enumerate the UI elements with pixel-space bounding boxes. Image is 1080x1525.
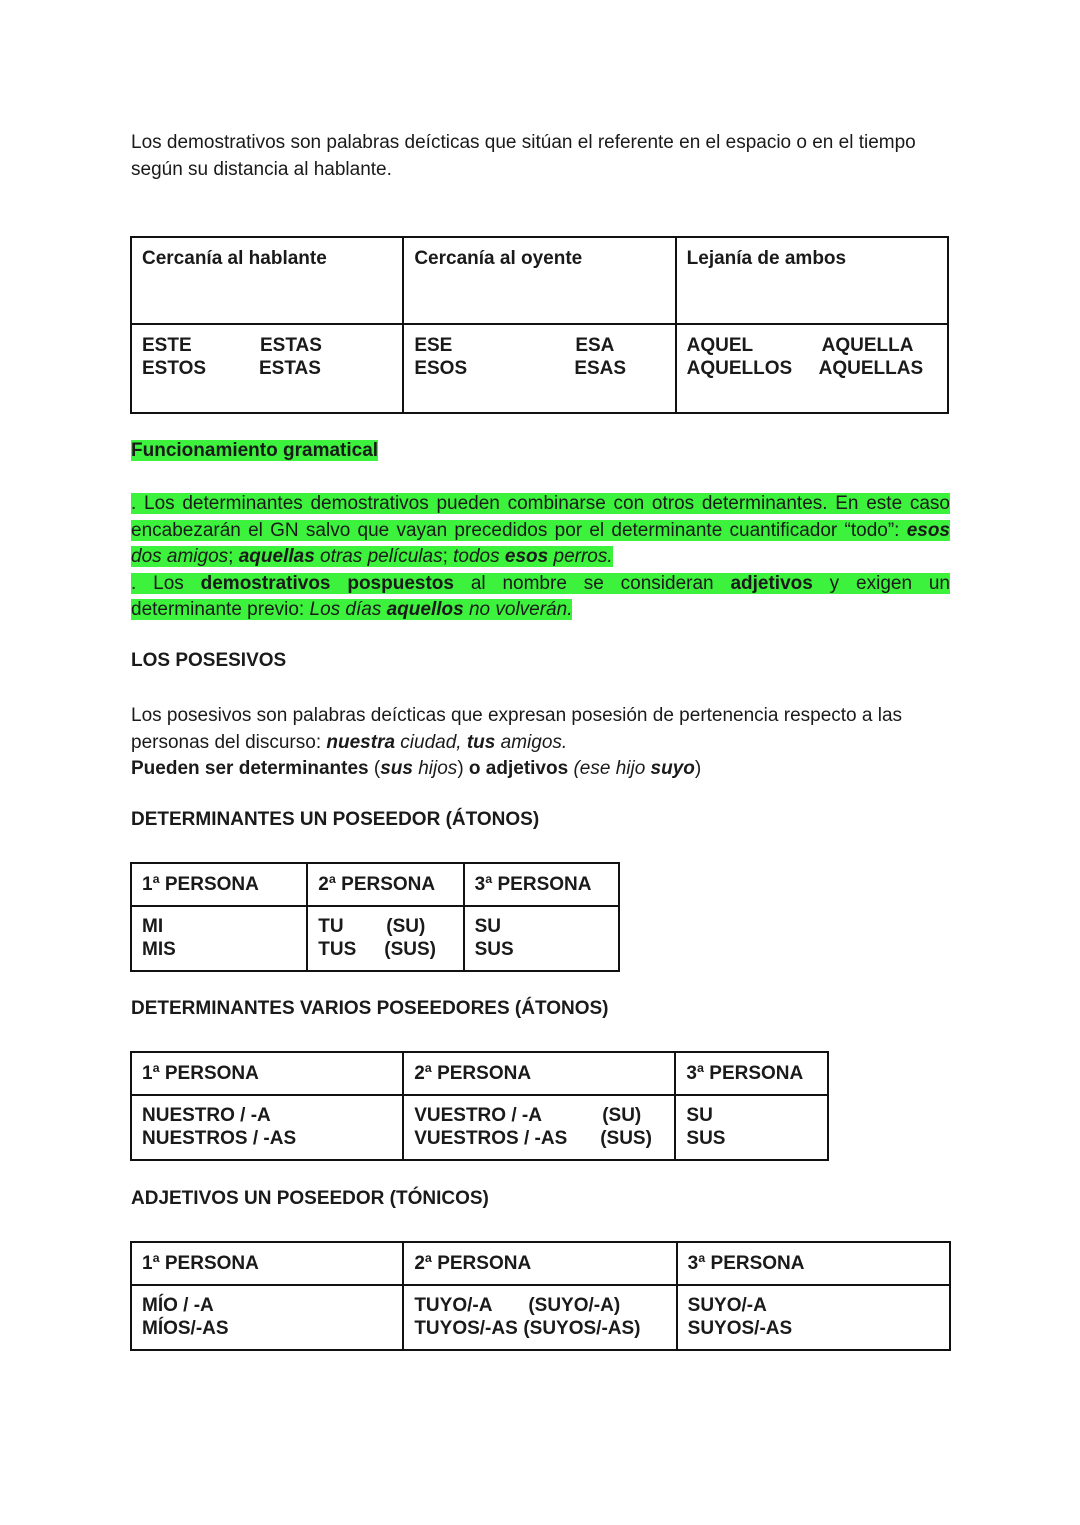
func-line-3: dos amigos; aquellas otras películas; todos esos perros. xyxy=(131,546,613,567)
demonstratives-table xyxy=(130,236,949,414)
cell-lejania-ambos: AQUEL AQUELLOS AQUELLA AQUELLAS xyxy=(676,324,948,413)
det-un-poseedor-table xyxy=(130,862,620,972)
cell-cercania-hablante: ESTE ESTOS ESTAS ESTAS xyxy=(131,324,403,413)
cell-cercania-oyente: ESE ESOS ESA ESAS xyxy=(403,324,675,413)
det1-header-1: 1ª PERSONA xyxy=(131,863,307,906)
intro-line-1: Los demostrativos son palabras deícticas que sitúan el referente en el espacio o en el tiempo xyxy=(131,132,916,153)
posesivos-paragraph xyxy=(131,703,951,783)
header-cercania-hablante: Cercanía al hablante xyxy=(131,237,403,324)
det2-cell-2: VUESTRO / -A VUESTROS / -AS (SU) (SUS) xyxy=(403,1095,675,1160)
header-cercania-oyente: Cercanía al oyente xyxy=(403,237,675,324)
adj-cell-3: SUYO/-A SUYOS/-AS xyxy=(677,1285,950,1350)
det2-header-3: 3ª PERSONA xyxy=(675,1052,828,1095)
funcionamiento-title: Funcionamiento gramatical xyxy=(131,440,379,461)
intro-line-2: según su distancia al hablante. xyxy=(131,158,392,180)
posesivos-line-3: Pueden ser determinantes (sus hijos) o adjetivos (ese hijo suyo) xyxy=(131,758,702,779)
posesivos-line-2: personas del discurso: nuestra ciudad, tus amigos. xyxy=(131,731,568,753)
funcionamiento-paragraph xyxy=(131,491,950,624)
det2-cell-3: SU SUS xyxy=(675,1095,828,1160)
det-varios-poseedores-title: DETERMINANTES VARIOS POSEEDORES (ÁTONOS) xyxy=(131,998,609,1019)
func-line-2: encabezarán el GN salvo que vayan precedidos por el determinante cuantificador “todo”: esos xyxy=(131,519,950,541)
det-varios-poseedores-table xyxy=(130,1051,829,1161)
func-line-1: . Los determinantes demostrativos pueden combinarse con otros determinantes. En este caso xyxy=(131,493,950,514)
adj-header-2: 2ª PERSONA xyxy=(403,1242,676,1285)
det1-cell-2: TU TUS (SU) (SUS) xyxy=(307,906,463,971)
det1-cell-3: SU SUS xyxy=(464,906,619,971)
det2-cell-1: NUESTRO / -A NUESTROS / -AS xyxy=(131,1095,403,1160)
adj-un-poseedor-table xyxy=(130,1241,951,1351)
posesivos-title: LOS POSESIVOS xyxy=(131,650,287,671)
intro-paragraph xyxy=(131,130,951,183)
det1-header-2: 2ª PERSONA xyxy=(307,863,463,906)
func-line-4: . Los demostrativos pospuestos al nombre se consideran adjetivos y exigen un xyxy=(131,572,950,594)
header-lejania-ambos: Lejanía de ambos xyxy=(676,237,948,324)
det-un-poseedor-title: DETERMINANTES UN POSEEDOR (ÁTONOS) xyxy=(131,809,540,830)
det1-header-3: 3ª PERSONA xyxy=(464,863,619,906)
det1-cell-1: MI MIS xyxy=(131,906,307,971)
func-line-5: determinante previo: Los días aquellos no volverán. xyxy=(131,599,573,620)
adj-un-poseedor-title: ADJETIVOS UN POSEEDOR (TÓNICOS) xyxy=(131,1188,489,1209)
det2-header-2: 2ª PERSONA xyxy=(403,1052,675,1095)
adj-header-3: 3ª PERSONA xyxy=(677,1242,950,1285)
posesivos-line-1: Los posesivos son palabras deícticas que expresan posesión de pertenencia respecto a las xyxy=(131,705,903,726)
det2-header-1: 1ª PERSONA xyxy=(131,1052,403,1095)
adj-header-1: 1ª PERSONA xyxy=(131,1242,403,1285)
adj-cell-1: MÍO / -A MÍOS/-AS xyxy=(131,1285,403,1350)
adj-cell-2: TUYO/-A TUYOS/-AS (SUYO/-A) (SUYOS/-AS) xyxy=(403,1285,676,1350)
